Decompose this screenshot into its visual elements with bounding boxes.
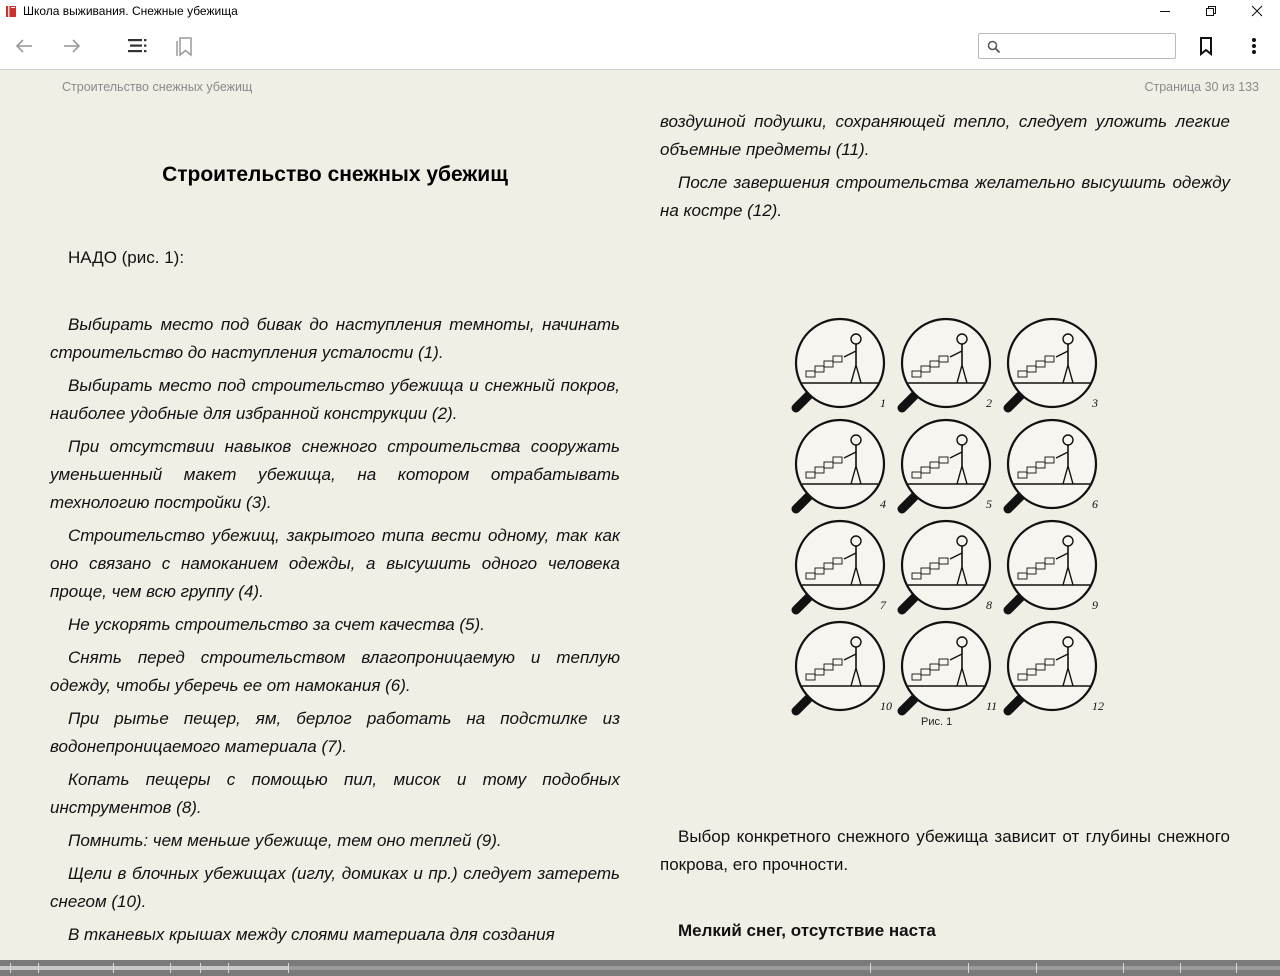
figure-panel-4: [796, 420, 886, 511]
window-title: Школа выживания. Снежные убежища: [23, 4, 238, 18]
minimize-button[interactable]: [1142, 0, 1188, 22]
toolbar: [0, 22, 1280, 70]
paragraph: После завершения строительства желательно высушить одежду на костре (12).: [660, 173, 1230, 220]
reading-progress-bar[interactable]: [0, 960, 1280, 976]
paragraph: При отсутствии навыков снежного строительства сооружать уменьшенный макет убежища, на котором отрабатывать технологию постройки (3).: [50, 437, 620, 512]
contents-button[interactable]: [124, 34, 150, 58]
paragraph: Щели в блочных убежищах (иглу, домиках и пр.) следует затереть снегом (10).: [50, 864, 620, 911]
progress-tick: [1123, 963, 1124, 973]
paragraph: При рытье пещер, ям, берлог работать на подстилке из водонепроницаемого материала (7).: [50, 709, 620, 756]
figure-caption: Рис. 1: [921, 716, 953, 728]
book-icon: [3, 4, 19, 18]
figure-panel-number: 8: [986, 598, 992, 612]
figure-panel-number: 6: [1092, 497, 1098, 511]
illustration-grid: [782, 311, 1112, 731]
figure-panel-number: 10: [880, 699, 892, 713]
forward-button[interactable]: [59, 34, 85, 58]
search-icon: [987, 40, 1001, 54]
paragraph: Снять перед строительством влагопроницаемую и теплую одежду, чтобы уберечь ее от намокания (6).: [50, 648, 620, 695]
restore-button[interactable]: [1188, 0, 1234, 22]
figure-panel-1: [796, 319, 886, 410]
bookmark-icon: [1196, 35, 1216, 57]
figure-panel-number: 11: [986, 699, 998, 713]
running-header-chapter: Строительство снежных убежищ: [62, 80, 253, 94]
progress-tick: [288, 963, 289, 973]
paragraph: Строительство убежищ, закрытого типа вести одному, так как оно связано с намоканием одежды, а высушить одного человека проще, чем всю группу (4).: [50, 526, 620, 601]
progress-tick: [1236, 963, 1237, 973]
page-indicator: Страница 30 из 133: [1144, 80, 1259, 94]
progress-tick: [38, 963, 39, 973]
figure-panel-number: 9: [1092, 598, 1098, 612]
paragraph: Выбор конкретного снежного убежища зависит от глубины снежного покрова, его прочности.: [660, 827, 1230, 874]
figure-panel-number: 12: [1092, 699, 1104, 713]
progress-tick: [1036, 963, 1037, 973]
section-label: НАДО (рис. 1):: [68, 248, 185, 267]
progress-tick: [113, 963, 114, 973]
figure-panel-8: [902, 521, 992, 612]
chapter-title: Строительство снежных убежищ: [162, 163, 508, 186]
figure-panel-number: 4: [880, 497, 886, 511]
paragraph: В тканевых крышах между слоями материала для создания: [68, 925, 555, 944]
paragraph: Выбирать место под бивак до наступления темноты, начинать строительство до наступления усталости (1).: [50, 315, 620, 362]
figure-panel-12: [1008, 622, 1104, 713]
close-icon: [1251, 5, 1263, 17]
paragraph: Выбирать место под строительство убежища и снежный покров, наиболее удобные для избранной конструкции (2).: [50, 376, 620, 423]
progress-tick: [200, 963, 201, 973]
bookmarks-icon: [174, 35, 196, 57]
figure-panel-2: [902, 319, 992, 410]
figure-panel-7: [796, 521, 887, 612]
subheading: Мелкий снег, отсутствие наста: [678, 921, 936, 940]
bookmarks-list-button[interactable]: [172, 34, 198, 58]
arrow-left-icon: [14, 38, 34, 54]
figure-panel-11: [902, 622, 997, 713]
progress-tick: [170, 963, 171, 973]
figure-panel-number: 2: [986, 396, 992, 410]
paragraph: Не ускорять строительство за счет качества (5).: [68, 615, 485, 634]
restore-icon: [1205, 5, 1217, 17]
paragraph: Копать пещеры с помощью пил, мисок и тому подобных инструментов (8).: [50, 770, 620, 817]
progress-tick: [228, 963, 229, 973]
figure-panel-5: [902, 420, 992, 511]
progress-tick: [968, 963, 969, 973]
paragraph: Помнить: чем меньше убежище, тем оно теплей (9).: [68, 831, 502, 850]
paragraph: воздушной подушки, сохраняющей тепло, следует уложить легкие объемные предметы (11).: [660, 112, 1230, 159]
more-menu-button[interactable]: [1241, 34, 1267, 58]
figure-panel-6: [1008, 420, 1098, 511]
figure-panel-9: [1008, 521, 1098, 612]
progress-tick: [1180, 963, 1181, 973]
search-field[interactable]: [978, 33, 1176, 59]
search-input[interactable]: [1005, 36, 1171, 56]
figure-panel-number: 1: [880, 396, 886, 410]
progress-tick: [870, 963, 871, 973]
figure-panel-number: 3: [1092, 396, 1098, 410]
progress-tick: [10, 963, 11, 973]
close-button[interactable]: [1234, 0, 1280, 22]
figure-panel-10: [796, 622, 892, 713]
figure-illustration: [782, 311, 1112, 731]
more-vertical-icon: [1249, 36, 1259, 56]
book-page-spread: [0, 71, 1280, 960]
figure-panel-3: [1008, 319, 1098, 410]
title-bar: [0, 0, 1280, 22]
bookmark-button[interactable]: [1193, 34, 1219, 58]
arrow-right-icon: [62, 38, 82, 54]
figure-panel-number: 7: [880, 598, 886, 612]
back-button[interactable]: [11, 34, 37, 58]
minimize-icon: [1159, 5, 1171, 17]
figure-panel-number: 5: [986, 497, 992, 511]
contents-icon: [126, 37, 148, 55]
progress-fill: [0, 966, 289, 970]
